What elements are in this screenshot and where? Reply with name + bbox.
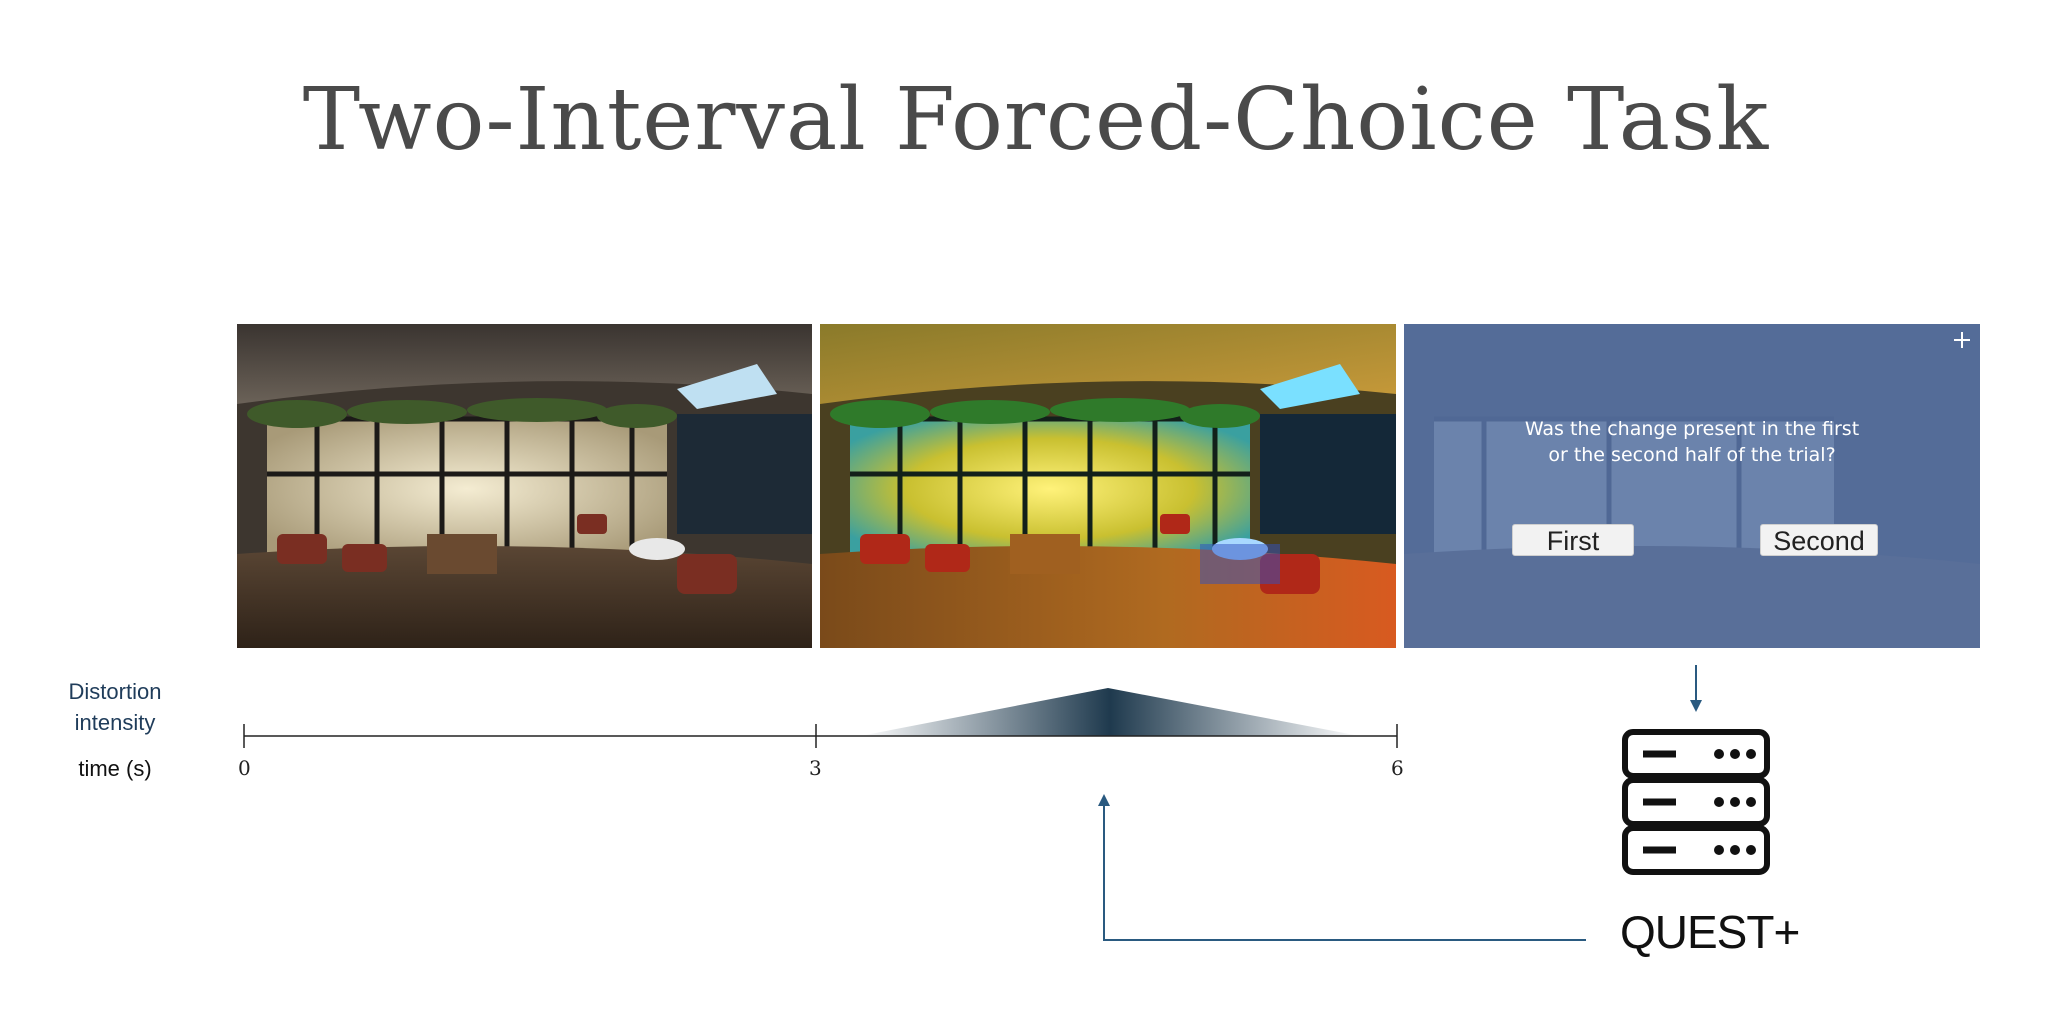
question-line-2: or the second half of the trial? <box>1548 444 1836 466</box>
question-line-1: Was the change present in the first <box>1524 418 1860 440</box>
feedback-arrow <box>1104 800 1586 940</box>
tick-label-0: 0 <box>238 756 251 780</box>
server-led-dots <box>1714 749 1756 855</box>
server-icon <box>1625 732 1767 872</box>
page-title: Two-Interval Forced-Choice Task <box>302 70 1770 170</box>
distortion-profile <box>860 688 1360 736</box>
distortion-intensity-label <box>50 676 180 738</box>
second-button[interactable]: Second <box>1760 524 1878 556</box>
time-axis-label: time (s) <box>78 756 152 781</box>
first-button[interactable]: First <box>1512 524 1634 556</box>
distortion-label-line-2: intensity <box>74 710 156 735</box>
quest-plus-label: QUEST+ <box>1620 906 1800 958</box>
tick-label-3: 3 <box>809 756 822 780</box>
distortion-label-line-1: Distortion <box>68 679 162 704</box>
tick-label-6: 6 <box>1391 756 1404 780</box>
